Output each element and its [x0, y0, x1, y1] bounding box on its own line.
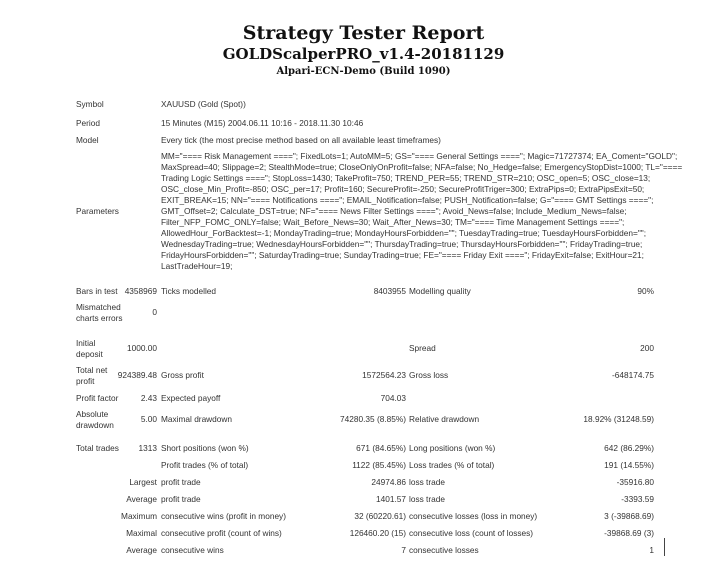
- maximal-profit-value: 126460.20 (15): [349, 528, 406, 538]
- report-expert-name: GOLDScalperPRO_v1.4-20181129: [222, 45, 505, 63]
- largest-loss-label: loss trade: [409, 477, 445, 487]
- parameters-line: LastTradeHour=19;: [161, 261, 233, 271]
- parameters-line: GMT_Offset=2; Calculate_DST=true; NF="==== News Filter Settings ===="; Avoid_News=false; Include_Medium_News=false;: [161, 206, 627, 216]
- profit-trades-label: Profit trades (% of total): [161, 460, 249, 470]
- quality-label: Modelling quality: [409, 286, 471, 296]
- profit-trades-value: 1122 (85.45%): [352, 460, 406, 470]
- maximal-label: Maximal: [126, 528, 157, 538]
- symbol-label: Symbol: [76, 99, 104, 109]
- parameters-line: OSC_close_Min_Profit=-850; OSC_per=17; Profit=160; SecureProfit=-250; SecureProfitTriger=300; ExtraPips=0; ExtraPipsExit=50;: [161, 184, 645, 194]
- deposit-label-line1: Initial: [76, 338, 96, 348]
- payoff-value: 704.03: [380, 393, 406, 403]
- absdd-value: 5.00: [140, 414, 157, 424]
- parameters-line: Filter_NFP_FOMC_ONLY=false; Wait_Before_News=30; Wait_After_News=30; TM="==== Time Management Settings ====";: [161, 217, 625, 227]
- maximum-label: Maximum: [121, 511, 157, 521]
- absdd-label-line2: drawdown: [76, 420, 114, 430]
- average-profit-label: profit trade: [161, 494, 201, 504]
- payoff-label: Expected payoff: [161, 393, 221, 403]
- parameters-line: Trading Logic Settings ===="; StopLoss=1430; TakeProfit=750; TREND_PER=55; TREND_STR=210; OSC_open=5; OSC_close=13;: [161, 173, 651, 183]
- spread-label: Spread: [409, 343, 436, 353]
- period-label: Period: [76, 118, 100, 128]
- trades-value: 1313: [138, 443, 157, 453]
- largest-loss-value: -35916.80: [616, 477, 654, 487]
- max-losses-value: 3 (-39868.69): [604, 511, 654, 521]
- short-value: 671 (84.65%): [356, 443, 406, 453]
- grossloss-label: Gross loss: [409, 370, 449, 380]
- largest-label: Largest: [129, 477, 157, 487]
- max-losses-label: consecutive losses (loss in money): [409, 511, 538, 521]
- maximal-profit-label: consecutive profit (count of wins): [161, 528, 282, 538]
- grossprofit-label: Gross profit: [161, 370, 204, 380]
- loss-trades-label: Loss trades (% of total): [409, 460, 495, 470]
- netprofit-label-line2: profit: [76, 376, 95, 386]
- max-wins-label: consecutive wins (profit in money): [161, 511, 286, 521]
- avg-wins-label: consecutive wins: [161, 545, 224, 555]
- grossloss-value: -648174.75: [612, 370, 654, 380]
- average-label: Average: [126, 494, 157, 504]
- reldd-label: Relative drawdown: [409, 414, 480, 424]
- maximal-loss-label: consecutive loss (count of losses): [409, 528, 534, 538]
- period-value: 15 Minutes (M15) 2004.06.11 10:16 - 2018.11.30 10:46: [161, 118, 364, 128]
- loss-trades-value: 191 (14.55%): [604, 460, 654, 470]
- parameters-line: WednesdayTrading=true; WednesdayHoursForbidden=""; ThursdayTrading=true; ThursdayHoursForbidden=""; FridayTrading=true;: [161, 239, 643, 249]
- avg-wins-value: 7: [401, 545, 406, 555]
- profitfactor-value: 2.43: [140, 393, 157, 403]
- model-value: Every tick (the most precise method based on all available least timeframes): [161, 135, 441, 145]
- symbol-value: XAUUSD (Gold (Spot)): [161, 99, 246, 109]
- text-cursor: [664, 538, 665, 556]
- bars-value: 4358969: [124, 286, 157, 296]
- parameters-line: FridayHoursForbidden=""; SaturdayTrading=true; SundayTrading=true; FE="==== Friday Exit ===="; FridayExit=false; ExitHour=21;: [161, 250, 644, 260]
- avg-losses-label: consecutive losses: [409, 545, 479, 555]
- parameters-line: MaxSpread=40; Slippage=2; StealthMode=true; CloseOnlyOnProfit=false; NFA=false; No_Hedge=false; EmergencyStopDist=1000; TL="====: [161, 162, 683, 172]
- largest-profit-value: 24974.86: [371, 477, 406, 487]
- average-profit-value: 1401.57: [376, 494, 406, 504]
- profitfactor-label: Profit factor: [76, 393, 119, 403]
- netprofit-value: 924389.48: [117, 370, 157, 380]
- parameters-line: EXIT_BREAK=15; NN="==== Notifications ===="; EMAIL_Notification=false; PUSH_Notification=false; G="==== GMT Settings ====";: [161, 195, 654, 205]
- ticks-value: 8403955: [373, 286, 406, 296]
- quality-value: 90%: [637, 286, 654, 296]
- spread-value: 200: [640, 343, 654, 353]
- trades-label: Total trades: [76, 443, 119, 453]
- max-wins-value: 32 (60220.61): [354, 511, 406, 521]
- reldd-value: 18.92% (31248.59): [583, 414, 654, 424]
- grossprofit-value: 1572564.23: [362, 370, 406, 380]
- long-value: 642 (86.29%): [604, 443, 654, 453]
- mismatch-label-line2: charts errors: [76, 313, 123, 323]
- parameters-line: MM="==== Risk Management ===="; FixedLots=1; AutoMM=5; GS="==== General Settings ===="; Magic=71727374; EA_Coment="GOLD";: [161, 151, 678, 161]
- largest-profit-label: profit trade: [161, 477, 201, 487]
- deposit-label-line2: deposit: [76, 349, 103, 359]
- avg-losses-value: 1: [649, 545, 654, 555]
- maximal-loss-value: -39868.69 (3): [604, 528, 654, 538]
- mismatch-label-line1: Mismatched: [76, 302, 121, 312]
- bars-label: Bars in test: [76, 286, 118, 296]
- mismatch-value: 0: [152, 307, 157, 317]
- parameters-line: AllowedHour_ForBacktest=-1; MondayTrading=true; MondayHoursForbidden=""; TuesdayTrading=true; TuesdayHoursForbidden="";: [161, 228, 647, 238]
- netprofit-label-line1: Total net: [76, 365, 108, 375]
- maxdd-label: Maximal drawdown: [161, 414, 233, 424]
- average2-label: Average: [126, 545, 157, 555]
- parameters-label: Parameters: [76, 206, 119, 216]
- long-label: Long positions (won %): [409, 443, 496, 453]
- model-label: Model: [76, 135, 99, 145]
- maxdd-value: 74280.35 (8.85%): [340, 414, 406, 424]
- ticks-label: Ticks modelled: [161, 286, 217, 296]
- deposit-value: 1000.00: [127, 343, 157, 353]
- short-label: Short positions (won %): [161, 443, 249, 453]
- average-loss-value: -3393.59: [621, 494, 654, 504]
- absdd-label-line1: Absolute: [76, 409, 109, 419]
- report-server: Alpari-ECN-Demo (Build 1090): [276, 66, 451, 77]
- parameters-value: [161, 151, 683, 272]
- report-title: Strategy Tester Report: [242, 22, 485, 44]
- average-loss-label: loss trade: [409, 494, 445, 504]
